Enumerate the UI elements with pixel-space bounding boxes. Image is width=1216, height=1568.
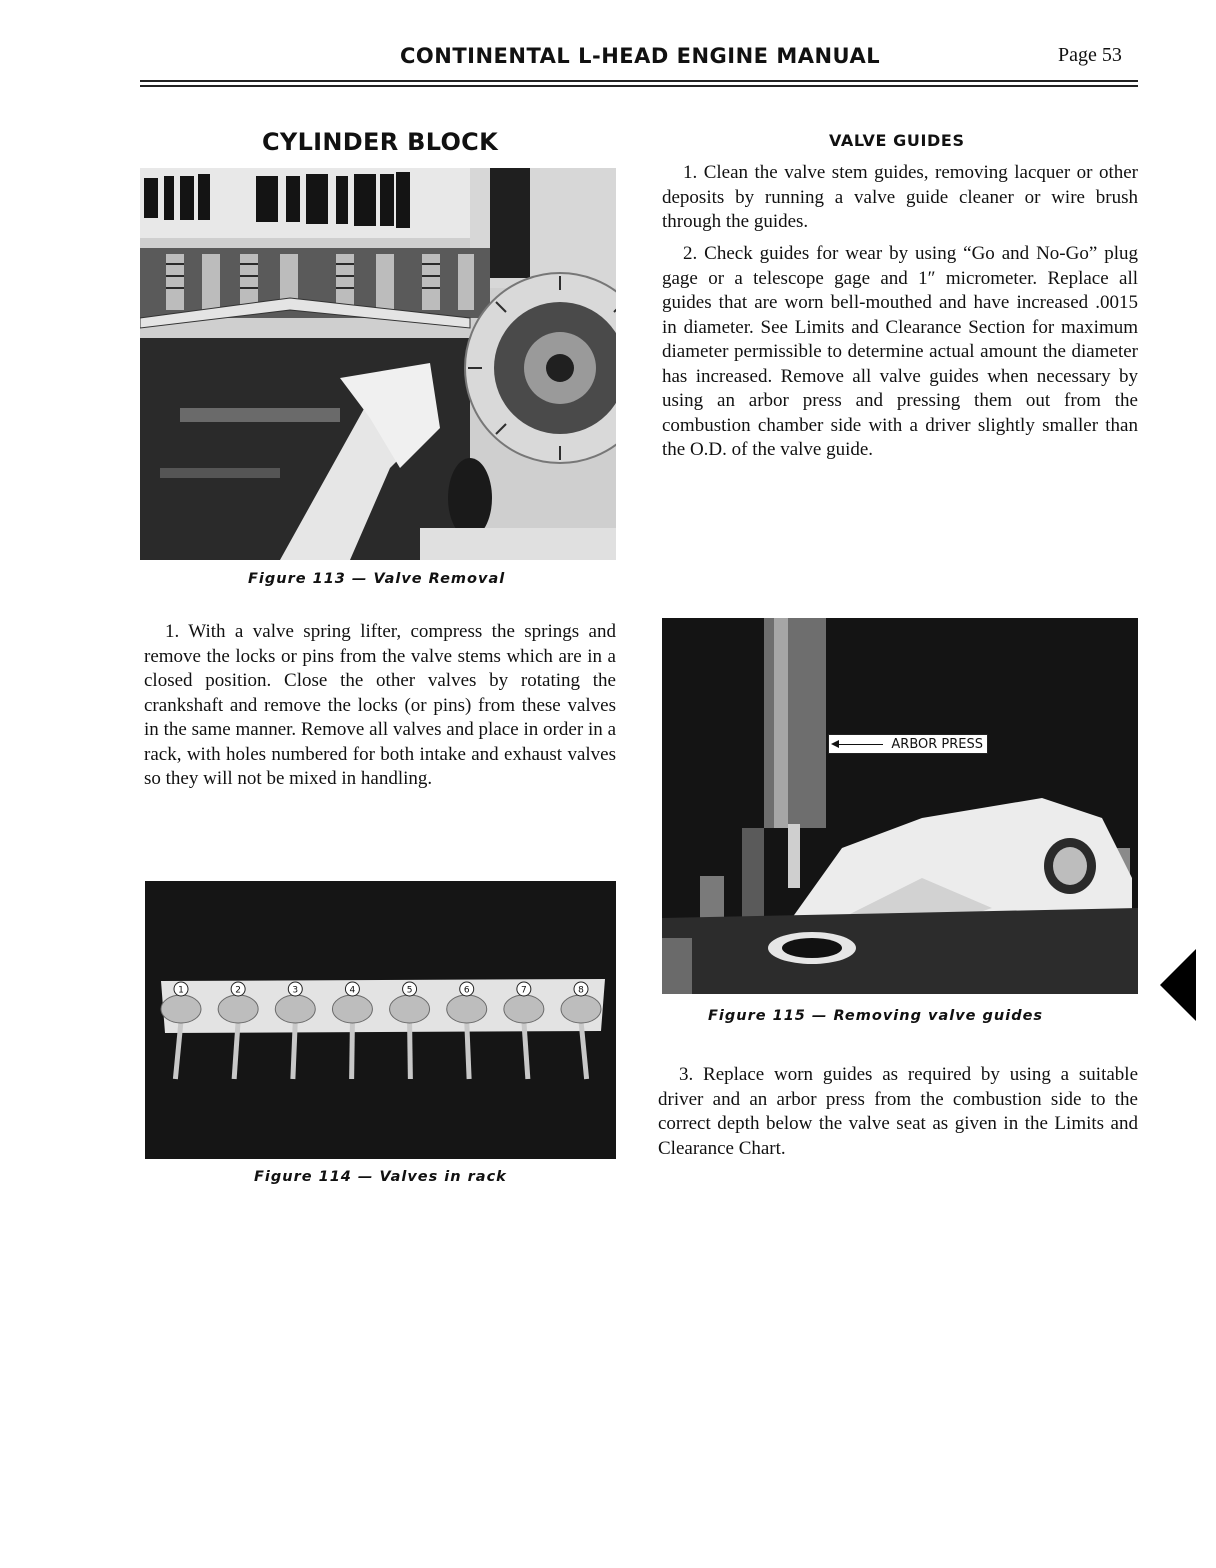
- valve-guides-paragraph-3: [658, 1063, 1138, 1161]
- valve-head: [504, 995, 544, 1023]
- valve-head: [390, 995, 430, 1023]
- valve-head: [275, 995, 315, 1023]
- running-head: CONTINENTAL L-HEAD ENGINE MANUAL: [400, 44, 881, 68]
- rack-number: 3: [292, 985, 299, 996]
- valve-guides-text-1: 1. Clean the valve stem guides, removing lacquer or other deposits by running a valve guide cleaner or wire brush through the guides.: [662, 162, 1138, 232]
- rack-number: 2: [235, 985, 242, 996]
- thumb-tab-icon: [1160, 949, 1196, 1021]
- figure-114-photo: [145, 881, 616, 1159]
- rack-number: 6: [463, 985, 470, 996]
- valve-head: [161, 995, 201, 1023]
- rack-number: 8: [578, 985, 584, 996]
- valve-removal-text: 1. With a valve spring lifter, compress the springs and remove the locks or pins from the valve stems which are in a closed position. Close the other valves by rotating the crankshaft and remove the locks (or pins) from these valves in the same manner. Remove all valves and place in order in a rack, with holes numbered for both intake and exhaust valves so they will not be mixed in handling.: [144, 621, 616, 789]
- valve-stem: [467, 1021, 469, 1079]
- arbor-press-arrow-icon: [833, 744, 883, 745]
- valve-head: [561, 995, 601, 1023]
- rack-number: 5: [406, 985, 413, 996]
- valve-head: [332, 995, 372, 1023]
- valve-guides-text-3: 3. Replace worn guides as required by using a suitable driver and an arbor press from the combustion side to the correct depth below the valve seat as given in the Limits and Clearance Chart.: [658, 1064, 1138, 1159]
- figure-113-illustration: [140, 168, 616, 560]
- rack-number: 1: [178, 985, 184, 996]
- rack-number: 7: [520, 985, 527, 996]
- valve-head: [218, 995, 258, 1023]
- section-title-cylinder-block: CYLINDER BLOCK: [262, 128, 498, 156]
- valve-stem: [352, 1021, 353, 1079]
- valve-head: [447, 995, 487, 1023]
- figure-113-caption: Figure 113 — Valve Removal: [248, 571, 506, 587]
- figure-115-caption: Figure 115 — Removing valve guides: [708, 1008, 1044, 1024]
- header-rule-bottom: [140, 85, 1138, 87]
- valve-guides-paragraph-1: [662, 161, 1138, 235]
- page-number: Page 53: [1058, 44, 1122, 66]
- header-rule-top: [140, 80, 1138, 82]
- valve-guides-text-2: 2. Check guides for wear by using “Go and No-Go” plug gage or a telescope gage and 1″ micrometer. Replace all guides that are worn bell-mouthed and have increased .0015 in diameter. See Limits and Clearance Section for maximum diameter permissible to determine actual amount the diameter has increased. Remove all valve guides when necessary by using an arbor press and pressing them out from the combustion chamber side with a driver slightly smaller than the O.D. of the valve guide.: [662, 243, 1138, 460]
- rack-number: 4: [349, 985, 356, 996]
- valve-guides-paragraph-2: [662, 242, 1138, 463]
- valve-removal-paragraph: [144, 620, 616, 792]
- figure-114-caption: Figure 114 — Valves in rack: [254, 1169, 507, 1185]
- valve-stem: [293, 1021, 295, 1079]
- figure-115-illustration: [662, 618, 1138, 994]
- arbor-press-label: [828, 734, 988, 754]
- section-title-valve-guides: VALVE GUIDES: [829, 131, 965, 150]
- valve-stem: [410, 1021, 411, 1079]
- figure-114-illustration: [145, 881, 616, 1159]
- figure-115-photo: [662, 618, 1138, 994]
- figure-113-photo: [140, 168, 616, 560]
- arbor-press-label-text: ARBOR PRESS: [891, 737, 983, 752]
